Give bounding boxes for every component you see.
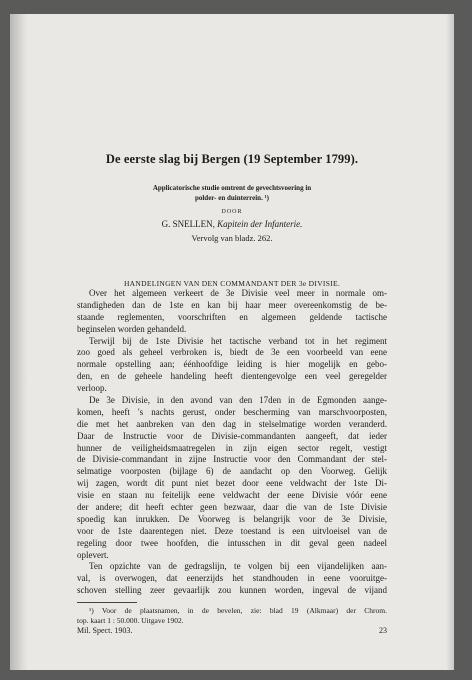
author-line — [77, 219, 387, 229]
body-line: spoedig kan inrukken. De Voorweg is belangrijk voor de 3e Divisie, — [77, 513, 387, 524]
body-line: Daar de Instructie voor de Divisie-commandanten aangeeft, dat ieder — [77, 430, 387, 441]
body-line: der andere; dit heeft echter geen bezwaar, daar die van de 1ste Divisie — [77, 502, 387, 513]
body-line: normale opstelling aan; éénhoofdige leiding is hier mogelijk en gebo- — [77, 359, 387, 370]
article-subtitle-line-2: polder- en duinterrein. ¹) — [194, 194, 270, 202]
document-page — [10, 14, 454, 670]
section-heading: HANDELINGEN VAN DEN COMMANDANT DER 3e DIVISIE. — [123, 279, 341, 288]
body-text — [77, 288, 387, 597]
body-line: verloop. — [77, 383, 107, 394]
body-line: Over het algemeen verkeert de 3e Divisie veel meer in normale om- — [89, 288, 387, 298]
body-line: regeling door twee hoofden, die intusschen in dit geval geen nadeel — [77, 537, 387, 548]
body-line: beginselen worden gehandeld. — [77, 323, 187, 334]
body-line: standigheden dan de 1ste en kan bij haar meer overeenkomstig de be- — [77, 299, 387, 310]
body-line: die met het aanbreken van den dag in stelselmatige worden veranderd. — [77, 418, 387, 429]
journal-reference: Mil. Spect. 1903. — [77, 626, 133, 635]
body-line: val, is overwogen, dat eenerzijds het standhouden in eene vooruitge- — [77, 573, 387, 584]
body-line: komen, heeft 's nachts gerust, onder bescherming van marschvoorposten, — [77, 406, 387, 417]
body-line: De 3e Divisie, in den avond van den 17den in de Egmonden aange- — [89, 395, 387, 406]
body-line: zoo goed als geheel verbroken is, biedt de 3e een voorbeeld van eene — [77, 347, 387, 358]
body-line: Ten opzichte van de gedragslijn, te volgen bij een vijandelijken aan- — [89, 561, 387, 572]
footnote-rule — [77, 602, 137, 603]
page-number: 23 — [379, 626, 387, 635]
footnote-line: ¹) Voor de plaatsnamen, in de bevelen, zie: blad 19 (Alkmaar) der Chrom. — [89, 606, 387, 615]
body-line: visie en staan nu feitelijk eene veldwacht der eene Divisie vóór eene — [77, 490, 387, 501]
body-line: hunner de veiligheidsmaatregelen in zijn eigen sector regelt, vestigt — [77, 442, 387, 453]
body-line: den, en de geheele handeling heeft dientengevolge een veel geregelder — [77, 371, 387, 382]
footnote-line: top. kaart 1 : 50.000. Uitgave 1902. — [77, 616, 184, 625]
body-line: staande reglementen, voorschriften en algemeen geldende tactische — [77, 311, 387, 322]
body-line: Terwijl bij de 1ste Divisie het tactische verband tot in het regiment — [89, 335, 387, 346]
body-line: oplevert. — [77, 549, 109, 560]
author-rank: Kapitein der Infanterie. — [217, 219, 303, 229]
binding-gutter — [10, 14, 28, 670]
body-line: voor de 1ste daarentegen niet. Deze toestand is een uitvloeisel van de — [77, 525, 387, 536]
body-line: selmatige voorposten (bijlage 6) de aandacht op den Voorweg. Gelijk — [77, 466, 387, 477]
body-line: schoven stelling zeer gevaarlijk zou kunnen worden, ingeval de vijand — [77, 585, 387, 596]
byline-door: DOOR — [221, 209, 243, 215]
body-line: wij zagen, wordt dit punt niet bezet door eene veldwacht der 1ste Di- — [77, 478, 387, 489]
article-title: De eerste slag bij Bergen (19 September 1799). — [105, 152, 359, 166]
article-subtitle-line-1: Applicatorische studie omtrent de gevechtsvoering in — [152, 184, 312, 192]
page-edge — [446, 14, 454, 670]
author-name: G. SNELLEN, — [161, 219, 215, 229]
footnote — [77, 606, 387, 626]
continuation-note: Vervolg van bladz. 262. — [191, 233, 273, 243]
body-line: de Divisie-commandant in zijne Instructie voor den Commandant der stel- — [77, 454, 387, 465]
